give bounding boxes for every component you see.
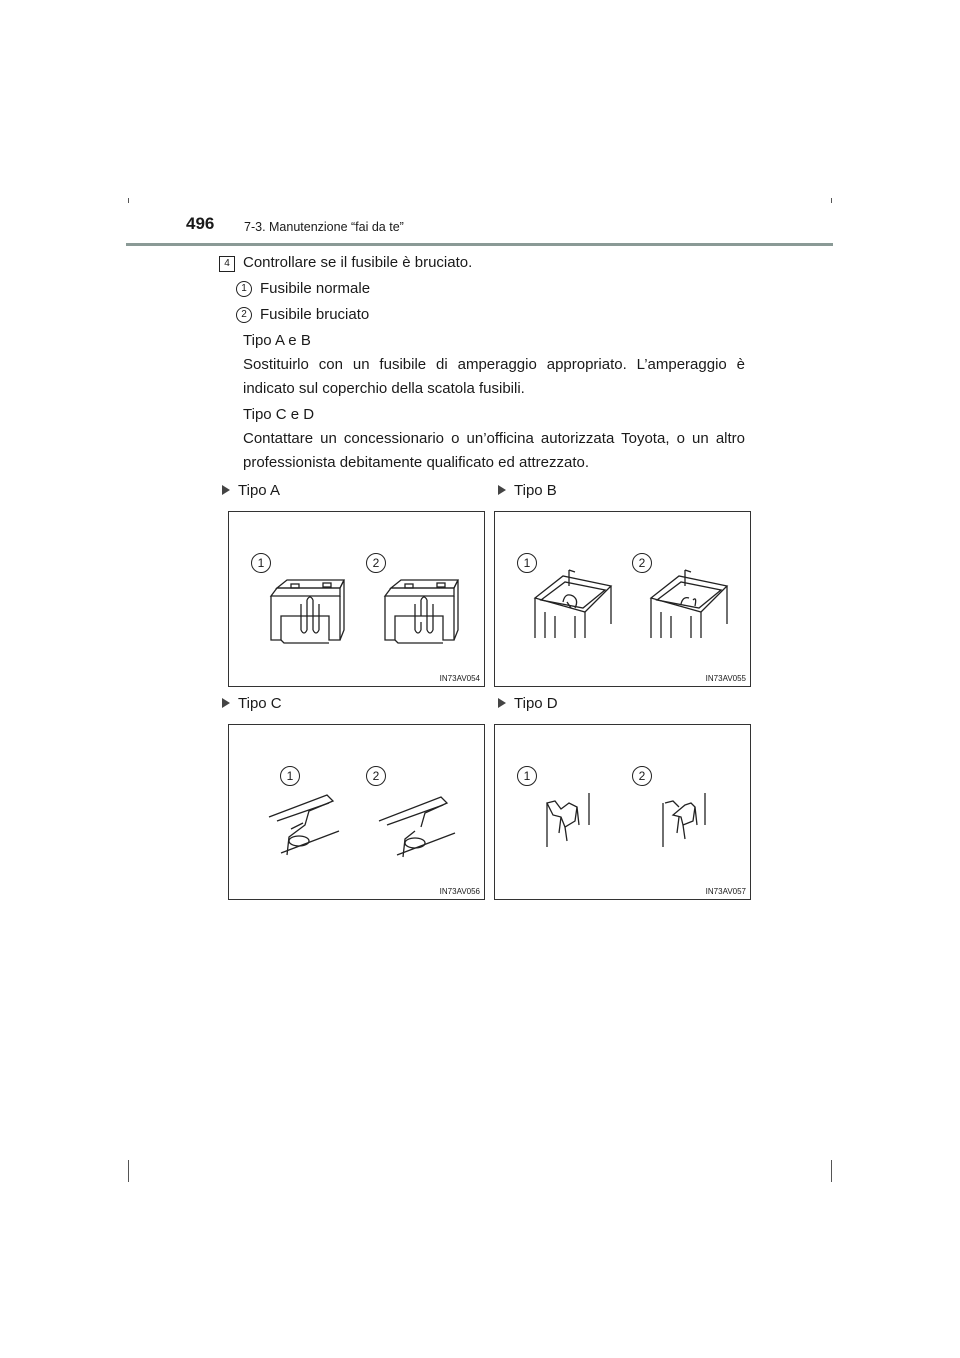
type-cd-text: Contattare un concessionario o un’officina autorizzata Toyota, o un altro professionista debitamente qualificato ed attrezzato. [243,430,745,471]
step-title: Controllare se il fusibile è bruciato. [243,254,473,271]
legend-marker-2: 2 [236,307,252,323]
figure-label-d: Tipo D [498,695,558,712]
figure-marker-1: 1 [251,553,271,573]
figure-marker-2: 2 [366,766,386,786]
triangle-bullet-icon [498,485,506,495]
figure-marker-2: 2 [632,766,652,786]
type-cd-heading: Tipo C e D [243,406,315,423]
legend-marker-1: 1 [236,281,252,297]
figure-code: IN73AV056 [439,887,480,896]
legend-label-2: Fusibile bruciato [260,306,370,323]
figure-marker-1: 1 [517,553,537,573]
fuse-type-c-drawing [229,725,484,899]
figure-marker-1: 1 [517,766,537,786]
figure-marker-1: 1 [280,766,300,786]
crop-mark [128,1160,129,1182]
triangle-bullet-icon [222,698,230,708]
header-rule [126,243,833,246]
triangle-bullet-icon [498,698,506,708]
figure-type-b [494,511,751,687]
fuse-type-d-drawing [495,725,750,899]
figure-code: IN73AV057 [705,887,746,896]
legend-label-1: Fusibile normale [260,280,371,297]
fuse-type-b-drawing [495,512,750,686]
figure-type-a [228,511,485,687]
step-number-badge: 4 [219,256,235,272]
type-ab-text: Sostituirlo con un fusibile di amperaggio appropriato. L’amperaggio è indicato sul coperchio della scatola fusibili. [243,356,745,397]
figure-marker-2: 2 [366,553,386,573]
type-ab-heading: Tipo A e B [243,332,311,349]
figure-code: IN73AV054 [439,674,480,683]
section-title: 7-3. Manutenzione “fai da te” [244,220,404,234]
figure-type-c [228,724,485,900]
figure-label-a: Tipo A [222,482,280,499]
triangle-bullet-icon [222,485,230,495]
crop-mark [831,1160,832,1182]
figure-label-c: Tipo C [222,695,282,712]
crop-mark [128,198,129,203]
crop-mark [831,198,832,203]
figure-code: IN73AV055 [705,674,746,683]
page-number: 496 [186,214,215,233]
figure-label-b: Tipo B [498,482,557,499]
figure-type-d [494,724,751,900]
fuse-type-a-drawing [229,512,484,686]
figure-marker-2: 2 [632,553,652,573]
